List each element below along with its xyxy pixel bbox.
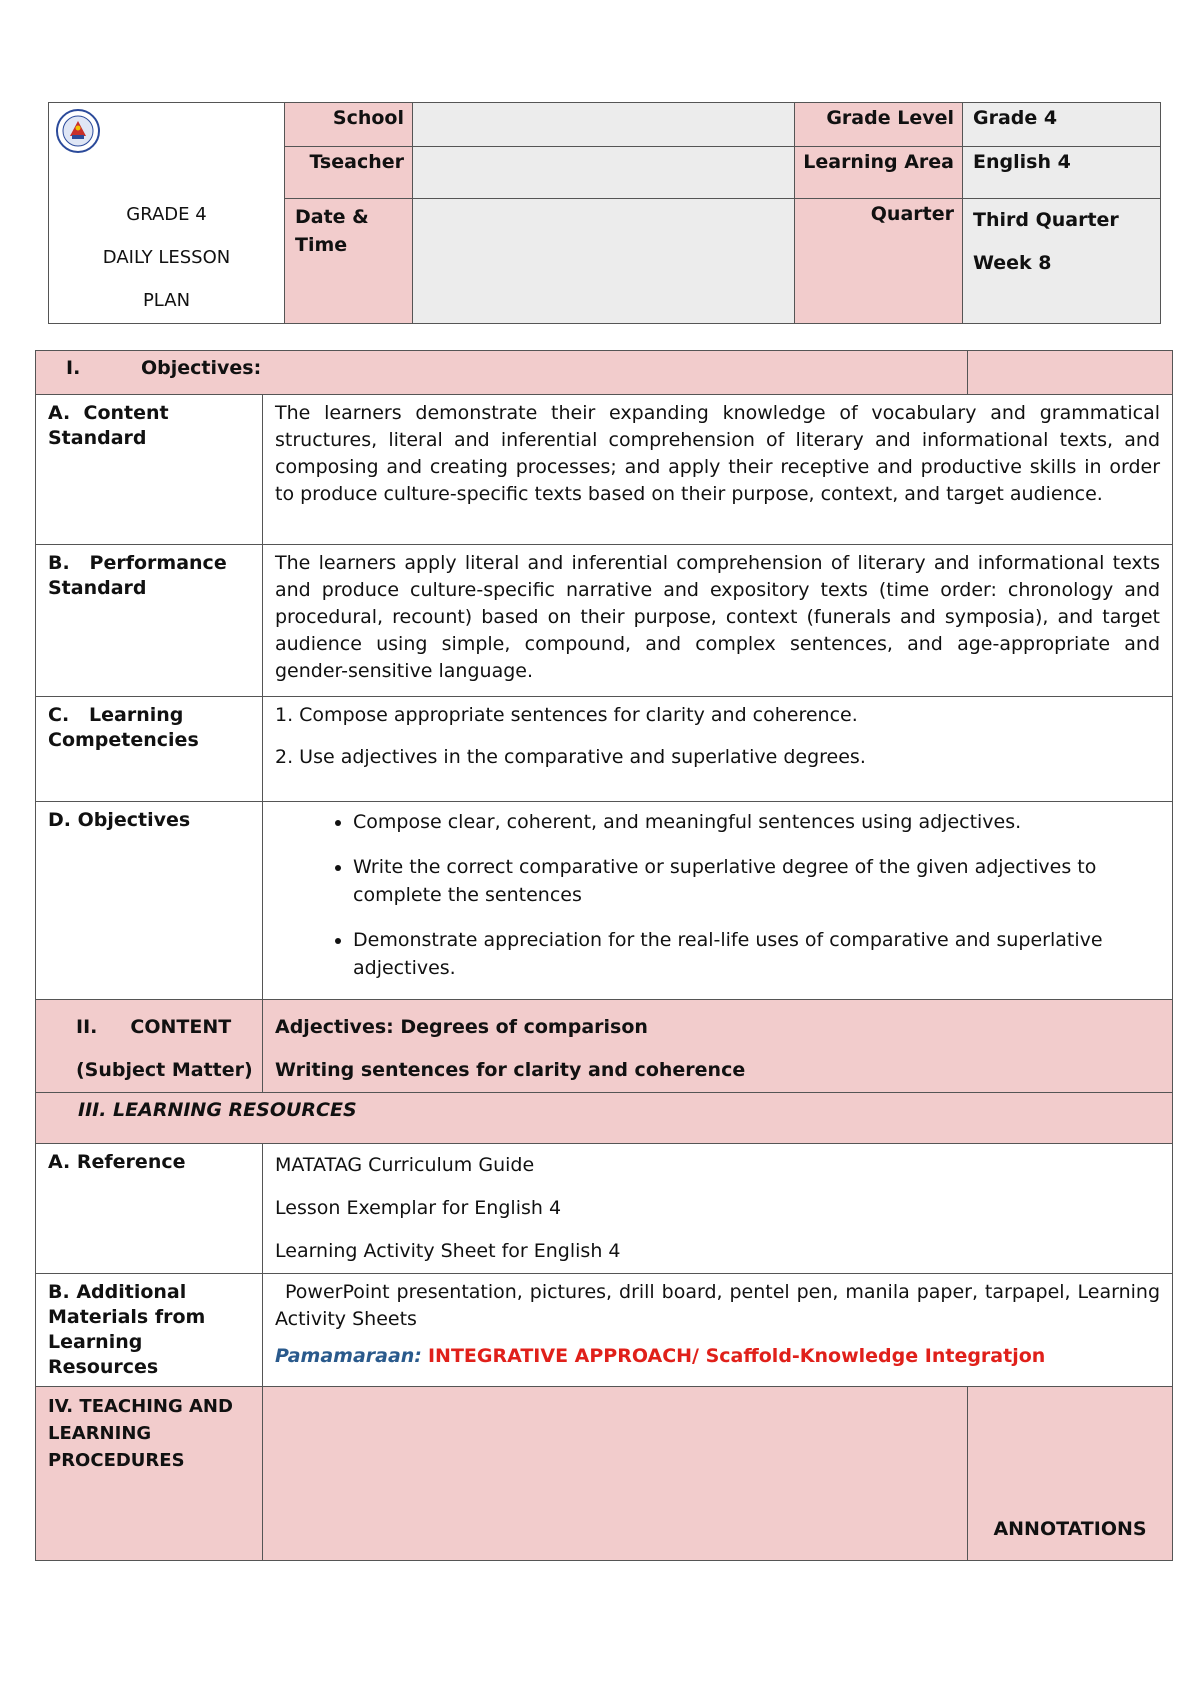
lesson-plan-table [35, 350, 1173, 1561]
date-time-field[interactable] [413, 199, 795, 324]
additional-materials-cell [263, 1274, 1173, 1387]
school-label: School [285, 103, 413, 147]
pamamaraan-value: INTEGRATIVE APPROACH/ Scaffold-Knowledge Integratjon [427, 1345, 1046, 1367]
teacher-label: Tseacher [285, 147, 413, 199]
content-label-cell [36, 1000, 263, 1093]
procedures-label: IV. TEACHING AND LEARNING PROCEDURES [36, 1387, 263, 1561]
grade-level-label: Grade Level [795, 103, 963, 147]
objectives-heading-blank [968, 351, 1173, 395]
reference-item-1: MATATAG Curriculum Guide [275, 1154, 535, 1176]
objectives-list [263, 808, 1172, 982]
content-topic: Adjectives: Degrees of comparison [275, 1016, 648, 1038]
objective-item-1: • Compose clear, coherent, and meaningful sentences using adjectives. [353, 808, 1132, 836]
learning-area-value: English 4 [963, 147, 1161, 199]
competency-2: 2. Use adjectives in the comparative and superlative degrees. [275, 746, 866, 768]
pamamaraan-label: Pamamaraan: [275, 1345, 422, 1367]
content-standard-text: The learners demonstrate their expanding knowledge of vocabulary and grammatical structures, literal and inferential comprehension of literary and informational texts, and composing and creating processes; and apply their receptive and productive skills in order to produce culture-specific texts based on their purpose, context, and target audience. [263, 395, 1173, 545]
objectives-label: D. Objectives [36, 802, 263, 1000]
procedures-blank [263, 1387, 968, 1561]
lesson-plan-title [49, 193, 284, 322]
content-standard-label: A. Content Standard [36, 395, 263, 545]
quarter-label: Quarter [795, 199, 963, 324]
content-value-cell [263, 1000, 1173, 1093]
objectives-title: Objectives: [141, 357, 262, 379]
title-line-2: DAILY LESSON [102, 247, 231, 268]
grade-level-value: Grade 4 [963, 103, 1161, 147]
objective-item-3: • Demonstrate appreciation for the real-life uses of comparative and superlative adjectives. [353, 926, 1132, 982]
title-line-3: PLAN [142, 290, 191, 311]
reference-item-2: Lesson Exemplar for English 4 [275, 1197, 562, 1219]
objective-item-2: • Write the correct comparative or superlative degree of the given adjectives to complete the sentences [353, 853, 1132, 909]
quarter-cell [963, 199, 1161, 324]
additional-materials-text: PowerPoint presentation, pictures, drill board, pentel pen, manila paper, tarpapel, Learning Activity Sheets [275, 1281, 1161, 1330]
learning-competencies-label: C. Learning Competencies [36, 697, 263, 802]
objectives-heading [36, 351, 968, 395]
teacher-field[interactable] [413, 147, 795, 199]
additional-materials-label: B. Additional Materials from Learning Resources [36, 1274, 263, 1387]
quarter-value: Third Quarter [973, 209, 1119, 231]
reference-list [263, 1144, 1173, 1274]
objectives-list-cell [263, 802, 1173, 1000]
learning-competencies-cell [263, 697, 1173, 802]
annotations-label: ANNOTATIONS [968, 1387, 1173, 1561]
learning-resources-heading: III. LEARNING RESOURCES [36, 1093, 1173, 1144]
content-label: II. CONTENT [76, 1016, 232, 1038]
header-table [48, 102, 1161, 324]
content-subtopic: Writing sentences for clarity and coherence [275, 1059, 746, 1081]
performance-standard-label: B. Performance Standard [36, 545, 263, 697]
title-line-1: GRADE 4 [126, 204, 207, 225]
reference-label: A. Reference [36, 1144, 263, 1274]
title-cell [49, 103, 285, 324]
date-time-label-text: Date & Time [295, 206, 369, 256]
performance-standard-text: The learners apply literal and inferential comprehension of literary and informational texts and produce culture-specific narrative and expository texts (time order: chronology and procedural, recount) based on their purpose, context (funerals and symposia), and target audience using simple, compound, and complex sentences, and age-appropriate and gender-sensitive language. [263, 545, 1173, 697]
competency-1: 1. Compose appropriate sentences for clarity and coherence. [275, 704, 858, 726]
date-time-label [285, 199, 413, 324]
week-value: Week 8 [973, 252, 1052, 274]
subject-matter-label: (Subject Matter) [76, 1059, 253, 1081]
reference-item-3: Learning Activity Sheet for English 4 [275, 1240, 621, 1262]
objectives-numeral: I. [66, 357, 81, 379]
pamamaraan-line [275, 1343, 1160, 1370]
school-field[interactable] [413, 103, 795, 147]
deped-seal-icon [55, 108, 101, 154]
learning-area-label: Learning Area [795, 147, 963, 199]
